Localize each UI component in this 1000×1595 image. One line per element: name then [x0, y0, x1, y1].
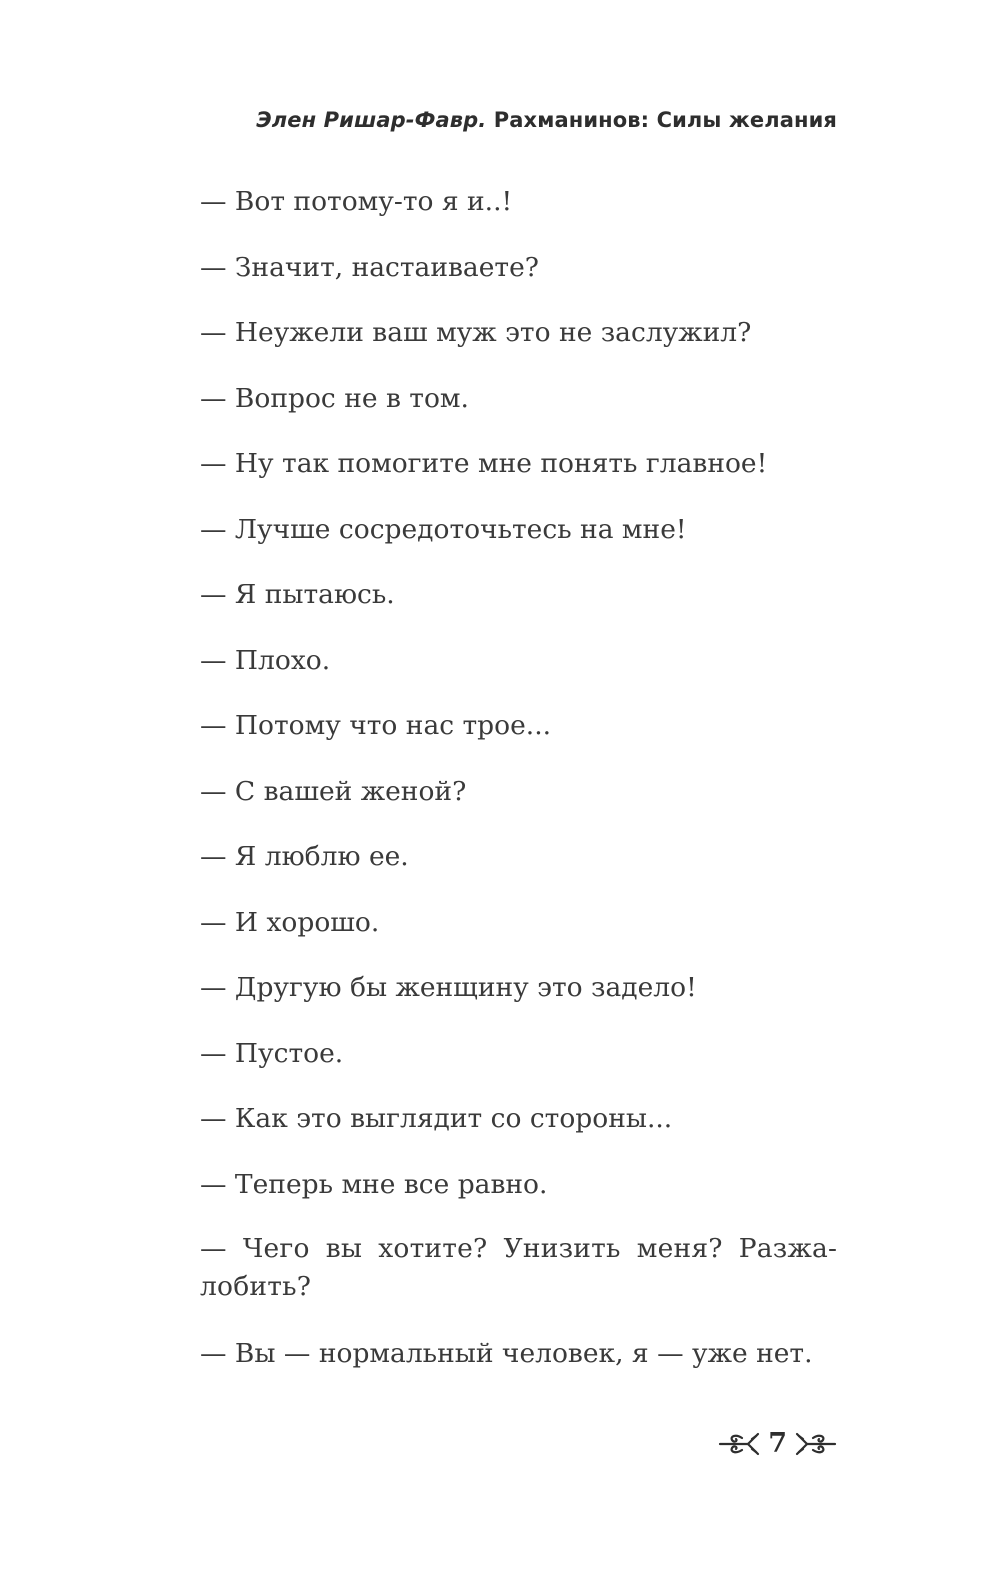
- right-flourish-icon: [793, 1431, 837, 1457]
- dialogue-line: — Лучше сосредоточьтесь на мне!: [200, 513, 687, 545]
- dialogue-line: — Вопрос не в том.: [200, 382, 469, 414]
- dialogue-line: — Как это выглядит со стороны...: [200, 1103, 673, 1134]
- dialogue-line: — Значит, настаиваете?: [200, 251, 539, 283]
- dialogue-line: — С вашей женой?: [200, 775, 467, 807]
- dialogue-line: — Пустое.: [200, 1037, 344, 1069]
- dialogue-line: — Неужели ваш муж это не заслужил?: [200, 317, 752, 348]
- header-book-title: Рахманинов: Силы желания: [493, 108, 837, 132]
- dialogue-line: — Вот потому-то я и..!: [200, 186, 513, 217]
- dialogue-line: — Я пытаюсь.: [200, 579, 395, 610]
- dialogue-line: — Плохо.: [200, 644, 331, 676]
- dialogue-line: — Я люблю ее.: [200, 841, 409, 872]
- dialogue-line: — И хорошо.: [200, 906, 380, 938]
- dialogue-line: — Чего вы хотите? Унизить меня? Разжалобить?: [200, 1233, 837, 1302]
- header-author: Элен Ришар-Фавр.: [256, 108, 487, 132]
- dialogue-line: — Потому что нас трое...: [200, 710, 552, 741]
- page-number-block: [718, 1424, 837, 1464]
- dialogue-line: — Вы — нормальный человек, я — уже нет.: [200, 1338, 813, 1369]
- page-number: 7: [768, 1428, 787, 1459]
- dialogue-line: — Другую бы женщину это задело!: [200, 972, 697, 1003]
- dialogue-line: — Теперь мне все равно.: [200, 1168, 548, 1200]
- running-header: [256, 108, 837, 132]
- left-flourish-icon: [718, 1431, 762, 1457]
- dialogue-line: — Ну так помогите мне понять главное!: [200, 448, 768, 479]
- dialogue-text: [200, 182, 837, 1400]
